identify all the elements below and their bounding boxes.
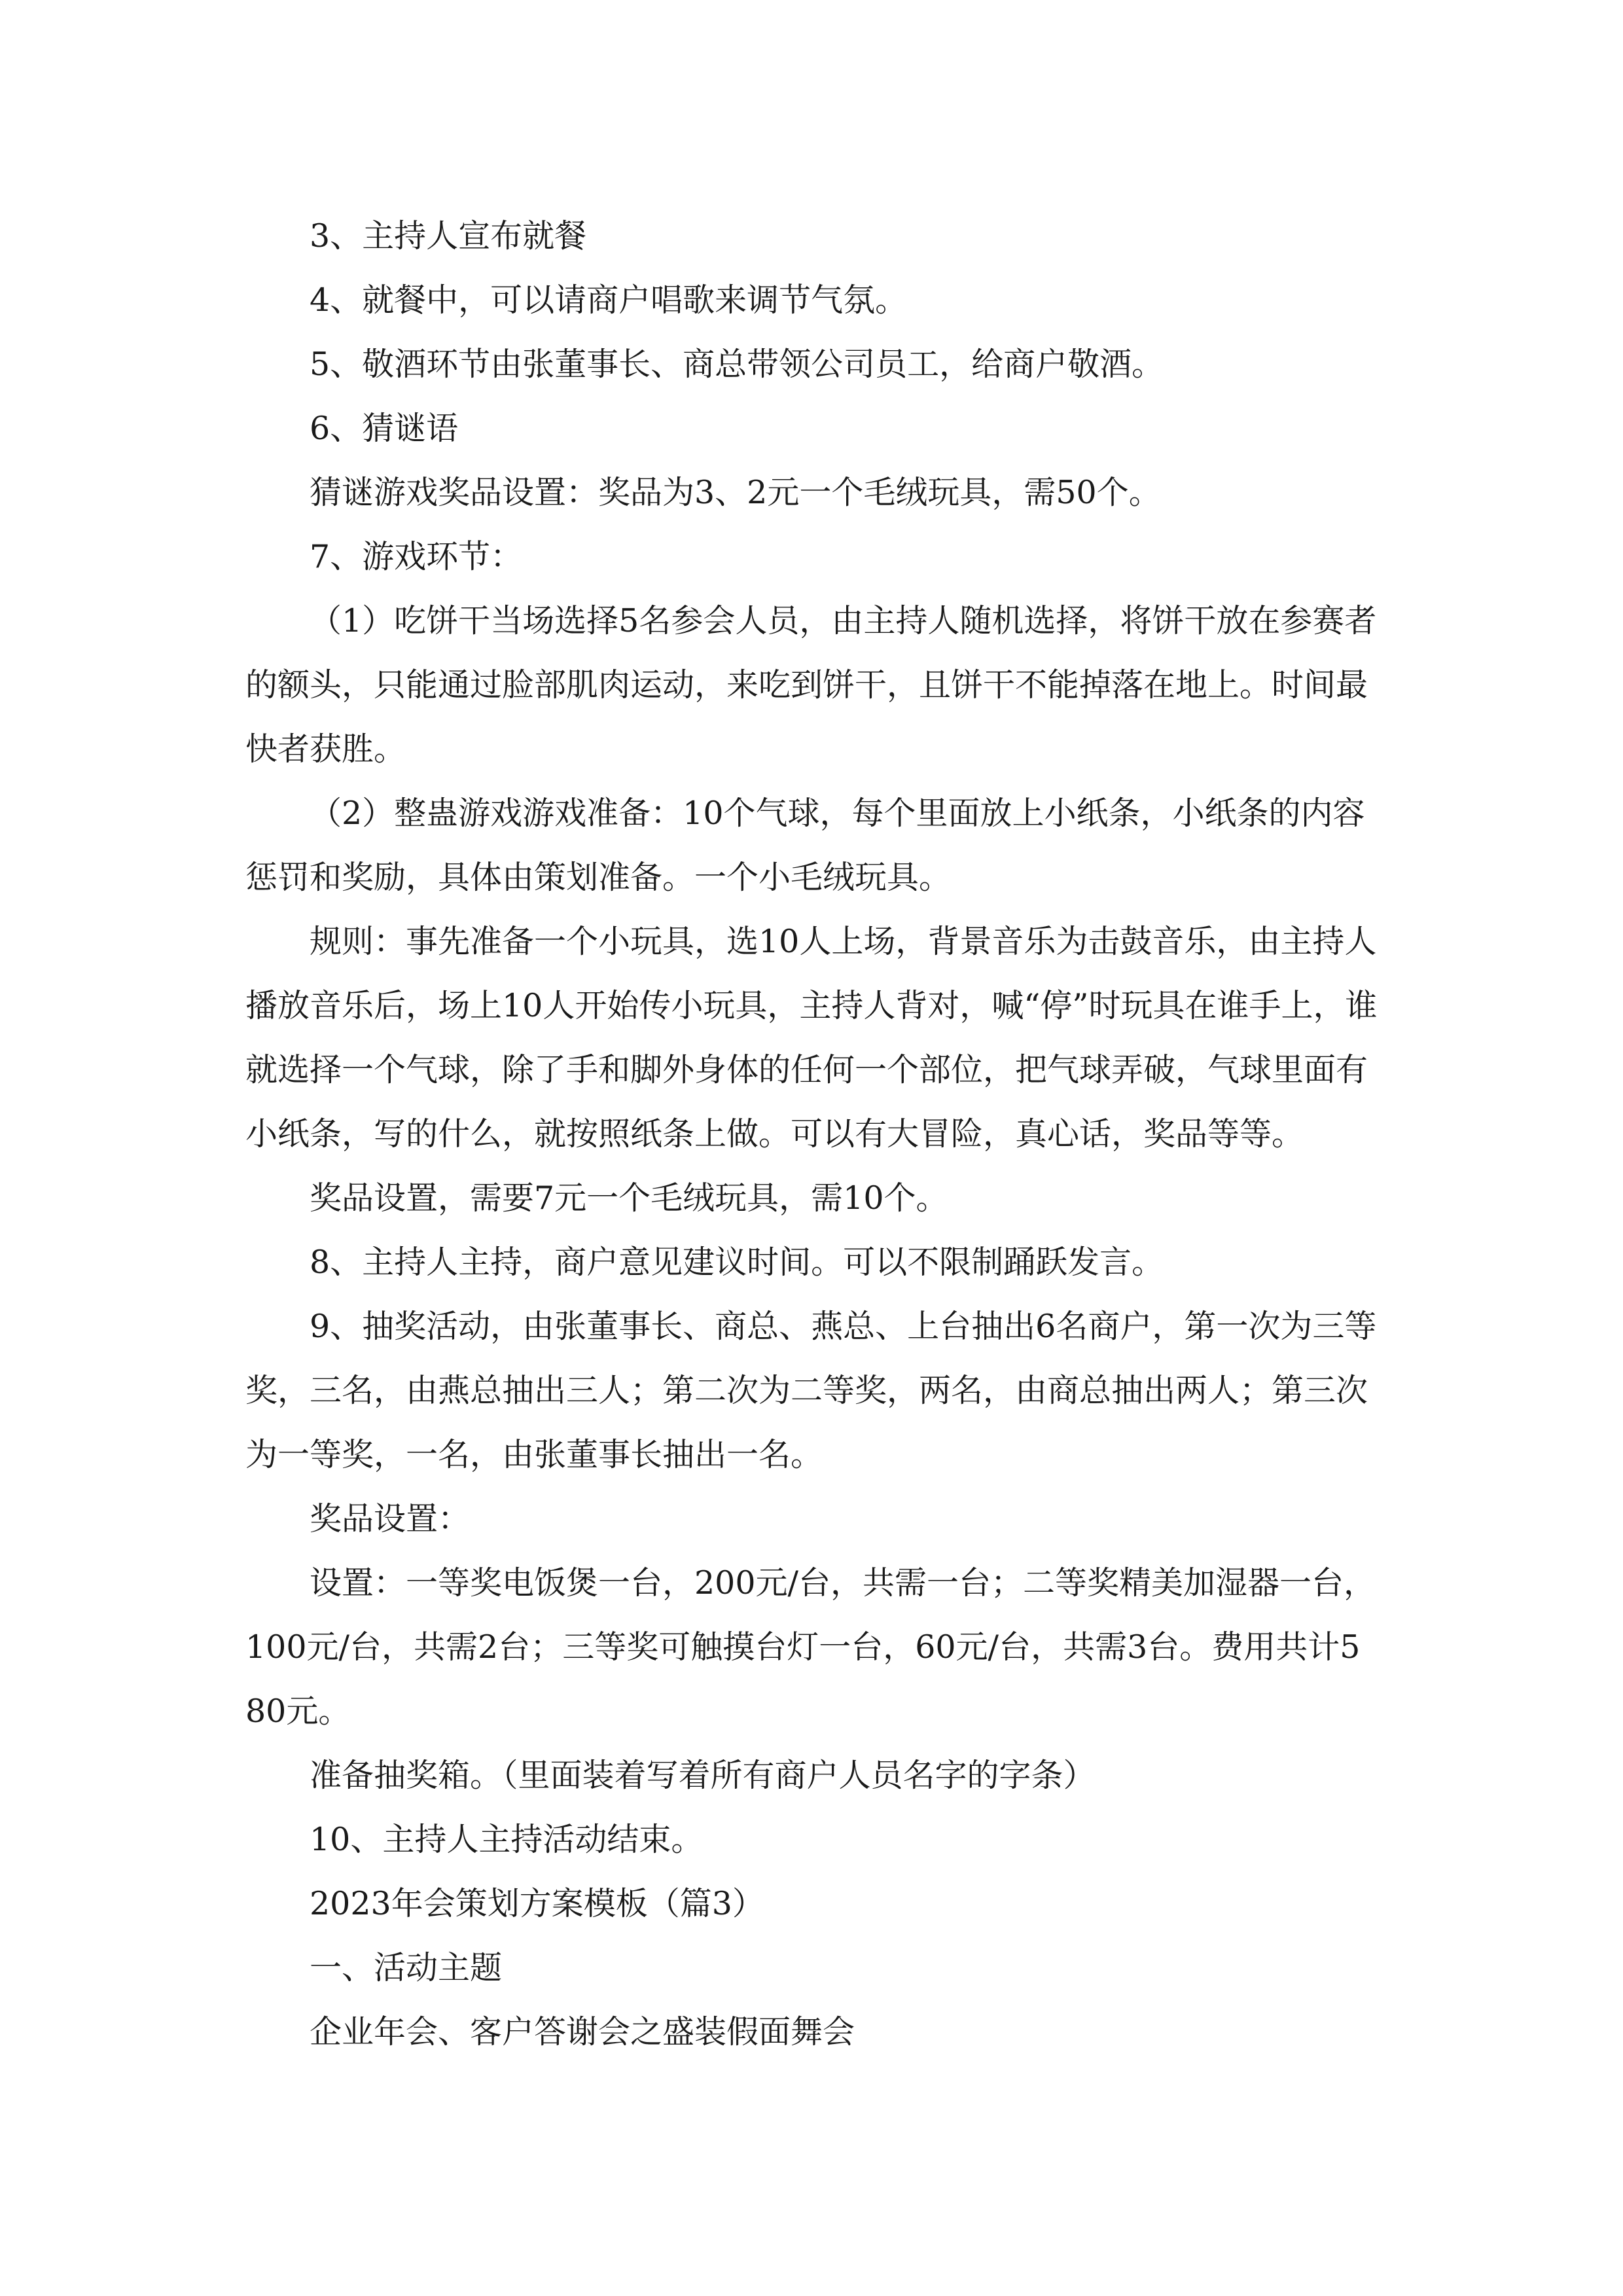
paragraph-toast: 5、敬酒环节由张董事长、商总带领公司员工，给商户敬酒。 [310,346,1164,383]
paragraph-lottery-box: 准备抽奖箱。（里面装着写着所有商户人员名字的字条） [310,1757,1096,1794]
paragraph-host-feedback: 8、主持人主持，商户意见建议时间。可以不限制踊跃发言。 [310,1244,1164,1281]
section-title: 2023年会策划方案模板（篇3） [310,1885,764,1922]
paragraph-prank-game: （2）整蛊游戏游戏准备：10个气球，每个里面放上小纸条，小纸条的内容惩罚和奖励，具体由策划准备。一个小毛绒玩具。 [245,795,1365,896]
paragraph-lottery: 9、抽奖活动，由张董事长、商总、燕总、上台抽出6名商户，第一次为三等奖，三名，由燕总抽出三人；第二次为二等奖，两名，由商总抽出两人；第三次为一等奖，一名，由张董事长抽出一名。 [245,1308,1377,1473]
paragraph-games-heading: 7、游戏环节： [310,538,523,575]
paragraph-riddles-heading: 6、猜谜语 [310,410,459,447]
paragraph-riddle-prizes: 猜谜游戏奖品设置：奖品为3、2元一个毛绒玩具，需50个。 [310,474,1161,511]
paragraph-game-rules: 规则：事先准备一个小玩具，选10人上场，背景音乐为击鼓音乐，由主持人播放音乐后，场上10人开始传小玩具，主持人背对，喊“停”时玩具在谁手上，谁就选择一个气球，除了手和脚外身体的任何一个部位，把气球弄破，气球里面有小纸条，写的什么，就按照纸条上做。可以有大冒险，真心话，奖品等等。 [245,923,1378,1153]
paragraph-game-prizes: 奖品设置，需要7元一个毛绒玩具，需10个。 [310,1179,948,1217]
section-heading-theme: 一、活动主题 [310,1949,503,1986]
paragraph-closing: 10、主持人主持活动结束。 [310,1821,704,1858]
paragraph-dining-announcement: 3、主持人宣布就餐 [310,217,587,255]
paragraph-theme: 企业年会、客户答谢会之盛装假面舞会 [310,2013,855,2051]
paragraph-singing: 4、就餐中，可以请商户唱歌来调节气氛。 [310,281,908,319]
paragraph-prize-settings-heading: 奖品设置： [310,1500,471,1537]
paragraph-cookie-game: （1）吃饼干当场选择5名参会人员，由主持人随机选择，将饼干放在参赛者的额头，只能通过脸部肌肉运动，来吃到饼干，且饼干不能掉落在地上。时间最快者获胜。 [245,602,1377,768]
paragraph-prize-settings: 设置：一等奖电饭煲一台，200元/台，共需一台；二等奖精美加湿器一台，100元/台，共需2台；三等奖可触摸台灯一台，60元/台，共需3台。费用共计580元。 [245,1564,1376,1730]
